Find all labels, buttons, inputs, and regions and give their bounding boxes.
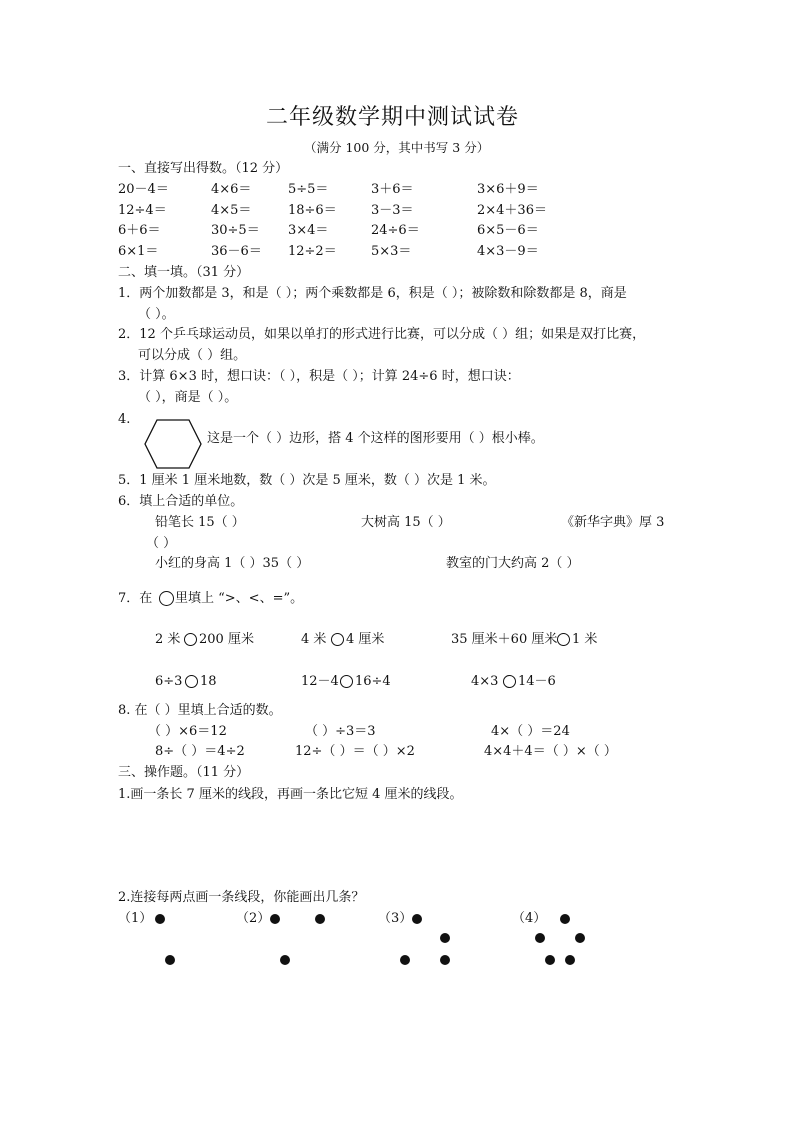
compare-right: 4 厘米	[346, 632, 385, 647]
calc-item: 4×5＝	[211, 203, 252, 218]
point-dot	[412, 914, 422, 924]
question-1-line2: （ ）。	[138, 307, 175, 322]
compare-left: 6÷3	[155, 674, 183, 689]
point-dot	[560, 914, 570, 924]
compare-left: 2 米	[155, 632, 181, 647]
calc-item: 6×1＝	[118, 244, 159, 259]
fill-item: 8÷（ ）＝4÷2	[155, 744, 245, 759]
point-dot	[440, 933, 450, 943]
fill-item: 4×（ ）＝24	[491, 724, 570, 739]
compare-circle-icon[interactable]	[503, 675, 516, 688]
calc-item: 2×4＋36＝	[477, 203, 547, 218]
compare-left: 12－4	[301, 674, 339, 689]
question-4-text: 这是一个（ ）边形，搭 4 个这样的图形要用（ ）根小棒。	[207, 431, 544, 446]
point-dot	[270, 914, 280, 924]
unit-dictionary: 《新华字典》厚 3	[561, 515, 665, 530]
point-dot	[315, 914, 325, 924]
compare-left: 4 米	[301, 632, 327, 647]
calc-item: 3＋6＝	[371, 182, 414, 197]
question-1-line1: 1．两个加数都是 3，和是（ ）；两个乘数都是 6，积是（ ）；被除数和除数都是 8，商是	[118, 286, 627, 301]
unit-dictionary-blank: （ ）	[146, 536, 177, 551]
fill-item: （ ）÷3＝3	[305, 724, 376, 739]
calc-item: 18÷6＝	[288, 203, 337, 218]
calc-item: 30÷5＝	[211, 223, 260, 238]
question-3-line2: （ ），商是（ ）。	[138, 390, 238, 405]
calc-item: 3×4＝	[288, 223, 329, 238]
fill-item: 12÷（ ）＝（ ）×2	[295, 744, 415, 759]
question-2-line2: 可以分成（ ）组。	[138, 348, 247, 363]
question-8: 8. 在（ ）里填上合适的数。	[118, 703, 282, 718]
compare-left: 4×3	[471, 674, 499, 689]
dot-group-label: （2）	[236, 911, 271, 926]
compare-circle-icon[interactable]	[185, 675, 198, 688]
hexagon-figure	[143, 418, 203, 470]
compare-circle-icon[interactable]	[557, 633, 570, 646]
calc-item: 36－6＝	[211, 244, 262, 259]
compare-right: 200 厘米	[199, 632, 254, 647]
compare-right: 1 米	[572, 632, 598, 647]
calc-item: 5×3＝	[371, 244, 412, 259]
dot-group-label: （1）	[118, 911, 153, 926]
compare-circle-icon[interactable]	[331, 633, 344, 646]
calc-item: 20－4＝	[118, 182, 169, 197]
dot-group-label: （3）	[378, 911, 413, 926]
operation-question-2: 2.连接每两点画一条线段，你能画出几条？	[118, 890, 365, 905]
point-dot	[575, 933, 585, 943]
question-4-number: 4.	[118, 412, 131, 427]
section3-heading: 三、操作题。（11 分）	[118, 765, 250, 780]
point-dot	[565, 955, 575, 965]
question-3-line1: 3．计算 6×3 时，想口诀：（ ），积是（ ）；计算 24÷6 时，想口诀：	[118, 369, 520, 384]
section1-heading: 一、直接写出得数。（12 分）	[118, 161, 289, 176]
fill-item: （ ）×6＝12	[148, 724, 227, 739]
unit-height: 小红的身高 1（ ）35（ ）	[155, 556, 310, 571]
compare-left: 35 厘米＋60 厘米	[451, 632, 558, 647]
calc-item: 5÷5＝	[288, 182, 329, 197]
question-7-suffix: 里填上 “>、<、=”。	[175, 591, 304, 606]
point-dot	[545, 955, 555, 965]
calc-item: 12÷4＝	[118, 203, 167, 218]
question-5: 5．1 厘米 1 厘米地数，数（ ）次是 5 厘米，数（ ）次是 1 米。	[118, 473, 496, 488]
page-subtitle: （满分 100 分，其中书写 3 分）	[304, 140, 490, 155]
calc-item: 12÷2＝	[288, 244, 337, 259]
point-dot	[165, 955, 175, 965]
question-7-prefix: 7．在	[118, 591, 153, 606]
operation-question-1: 1.画一条长 7 厘米的线段，再画一条比它短 4 厘米的线段。	[118, 787, 463, 802]
dot-group-label: （4）	[512, 911, 547, 926]
point-dot	[400, 955, 410, 965]
unit-tree: 大树高 15（ ）	[361, 515, 451, 530]
page-title: 二年级数学期中测试试卷	[266, 105, 520, 130]
calc-item: 3×6＋9＝	[477, 182, 539, 197]
calc-item: 6＋6＝	[118, 223, 161, 238]
point-dot	[280, 955, 290, 965]
fill-item: 4×4＋4＝（ ）×（ ）	[484, 744, 617, 759]
compare-right: 16÷4	[355, 674, 391, 689]
calc-item: 3－3＝	[371, 203, 414, 218]
point-dot	[535, 933, 545, 943]
point-dot	[155, 914, 165, 924]
point-dot	[440, 955, 450, 965]
question-6: 6．填上合适的单位。	[118, 494, 244, 509]
compare-circle-icon[interactable]	[184, 633, 197, 646]
unit-door: 教室的门大约高 2（ ）	[446, 556, 580, 571]
calc-item: 4×3－9＝	[477, 244, 539, 259]
section2-heading: 二、填一填。（31 分）	[118, 265, 250, 280]
calc-item: 4×6＝	[211, 182, 252, 197]
unit-pencil: 铅笔长 15（ ）	[155, 515, 245, 530]
compare-circle-icon[interactable]	[340, 675, 353, 688]
compare-circle-icon	[159, 591, 174, 606]
compare-right: 18	[200, 674, 217, 689]
compare-right: 14－6	[518, 674, 556, 689]
calc-item: 24÷6＝	[371, 223, 420, 238]
calc-item: 6×5－6＝	[477, 223, 539, 238]
question-2-line1: 2．12 个乒乓球运动员，如果以单打的形式进行比赛，可以分成（ ）组；如果是双打比赛，	[118, 327, 646, 342]
